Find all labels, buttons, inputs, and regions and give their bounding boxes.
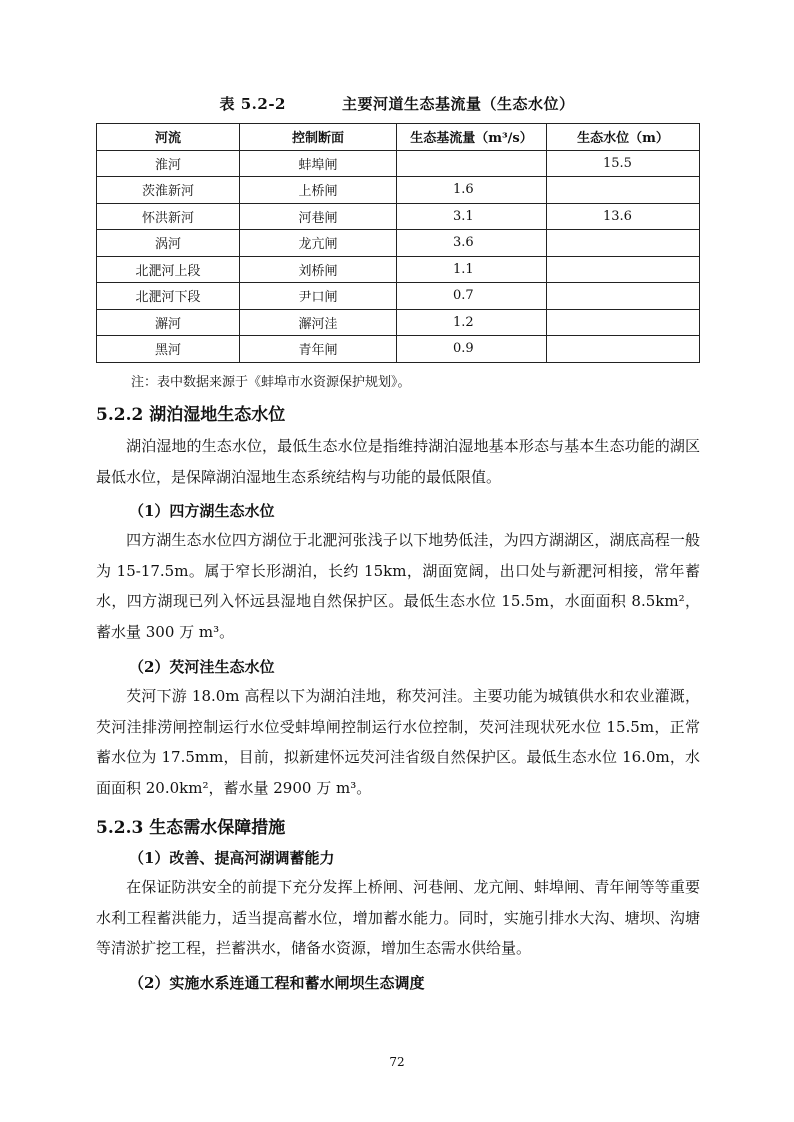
cell-base-flow: 1.1 [397, 256, 547, 283]
section-heading-5-2-2: 5.2.2 湖泊湿地生态水位 [96, 405, 286, 425]
cell-section: 河巷闸 [240, 203, 397, 230]
cell-section: 蚌埠闸 [240, 150, 397, 177]
paragraph-intro: 湖泊湿地的生态水位，最低生态水位是指维持湖泊湿地基本形态与基本生态功能的湖区最低水位，是保障湖泊湿地生态系统结构与功能的最低限值。 [96, 437, 700, 486]
cell-base-flow: 1.6 [397, 177, 547, 204]
cell-base-flow: 3.1 [397, 203, 547, 230]
header-river: 河流 [97, 124, 240, 151]
cell-base-flow [397, 150, 547, 177]
table-row [97, 230, 700, 257]
cell-water-level [547, 336, 700, 363]
cell-water-level: 15.5 [547, 150, 700, 177]
cell-section: 澥河洼 [240, 309, 397, 336]
cell-water-level [547, 283, 700, 310]
cell-base-flow: 1.2 [397, 309, 547, 336]
table-title: 主要河道生态基流量（生态水位） [341, 95, 575, 113]
table-number: 表 5.2-2 [219, 95, 286, 113]
table-row [97, 336, 700, 363]
cell-base-flow: 0.9 [397, 336, 547, 363]
paragraph-storage-capacity: 在保证防洪安全的前提下充分发挥上桥闸、河巷闸、龙亢闸、蚌埠闸、青年闸等等重要水利工程蓄洪能力，适当提高蓄水位，增加蓄水能力。同时，实施引排水大沟、塘坝、沟塘等清淤扩挖工程，拦蓄洪水，储备水资源，增加生态需水供给量。 [96, 878, 700, 957]
cell-water-level: 13.6 [547, 203, 700, 230]
cell-section: 上桥闸 [240, 177, 397, 204]
cell-water-level [547, 309, 700, 336]
table-row [97, 309, 700, 336]
cell-section: 青年闸 [240, 336, 397, 363]
subheading-sifang-lake: （1）四方湖生态水位 [129, 502, 275, 520]
table-row [97, 203, 700, 230]
flow-table [96, 123, 700, 363]
subheading-water-connectivity: （2）实施水系连通工程和蓄水闸坝生态调度 [129, 974, 425, 992]
page-number: 72 [389, 1055, 405, 1069]
header-section: 控制断面 [240, 124, 397, 151]
cell-water-level [547, 230, 700, 257]
table-row [97, 283, 700, 310]
cell-river: 北淝河上段 [97, 256, 240, 283]
paragraph-qianhe-wa: 芡河下游 18.0m 高程以下为湖泊洼地，称芡河洼。主要功能为城镇供水和农业灌溉，芡河洼排涝闸控制运行水位受蚌埠闸控制运行水位控制，芡河洼现状死水位 15.5m，正常蓄水位为 17.5mm，目前，拟新建怀远芡河洼省级自然保护区。最低生态水位 16.0m，水面面积 20.0km²，蓄水量 2900 万 m³。 [96, 687, 700, 797]
cell-river: 黑河 [97, 336, 240, 363]
header-base-flow: 生态基流量（m³/s） [397, 124, 547, 151]
cell-section: 龙亢闸 [240, 230, 397, 257]
cell-river: 淮河 [97, 150, 240, 177]
cell-water-level [547, 177, 700, 204]
cell-river: 北淝河下段 [97, 283, 240, 310]
cell-water-level [547, 256, 700, 283]
cell-base-flow: 3.6 [397, 230, 547, 257]
table-row [97, 177, 700, 204]
table-row [97, 150, 700, 177]
table-caption [0, 93, 794, 114]
section-heading-5-2-3: 5.2.3 生态需水保障措施 [96, 818, 286, 838]
table-note: 注：表中数据来源于《蚌埠市水资源保护规划》。 [131, 375, 411, 390]
cell-section: 尹口闸 [240, 283, 397, 310]
paragraph-sifang-lake: 四方湖生态水位四方湖位于北淝河张浅子以下地势低洼，为四方湖湖区，湖底高程一般为 15-17.5m。属于窄长形湖泊，长约 15km，湖面宽阔，出口处与新淝河相接，常年蓄水，四方湖现已列入怀远县湿地自然保护区。最低生态水位 15.5m，水面面积 8.5km²，蓄水量 300 万 m³。 [96, 531, 700, 641]
header-water-level: 生态水位（m） [547, 124, 700, 151]
cell-base-flow: 0.7 [397, 283, 547, 310]
subheading-qianhe-wa: （2）芡河洼生态水位 [129, 658, 275, 676]
subheading-storage-capacity: （1）改善、提高河湖调蓄能力 [129, 849, 335, 867]
cell-river: 茨淮新河 [97, 177, 240, 204]
table-header-row [97, 124, 700, 151]
cell-section: 刘桥闸 [240, 256, 397, 283]
cell-river: 怀洪新河 [97, 203, 240, 230]
table-row [97, 256, 700, 283]
cell-river: 澥河 [97, 309, 240, 336]
cell-river: 涡河 [97, 230, 240, 257]
